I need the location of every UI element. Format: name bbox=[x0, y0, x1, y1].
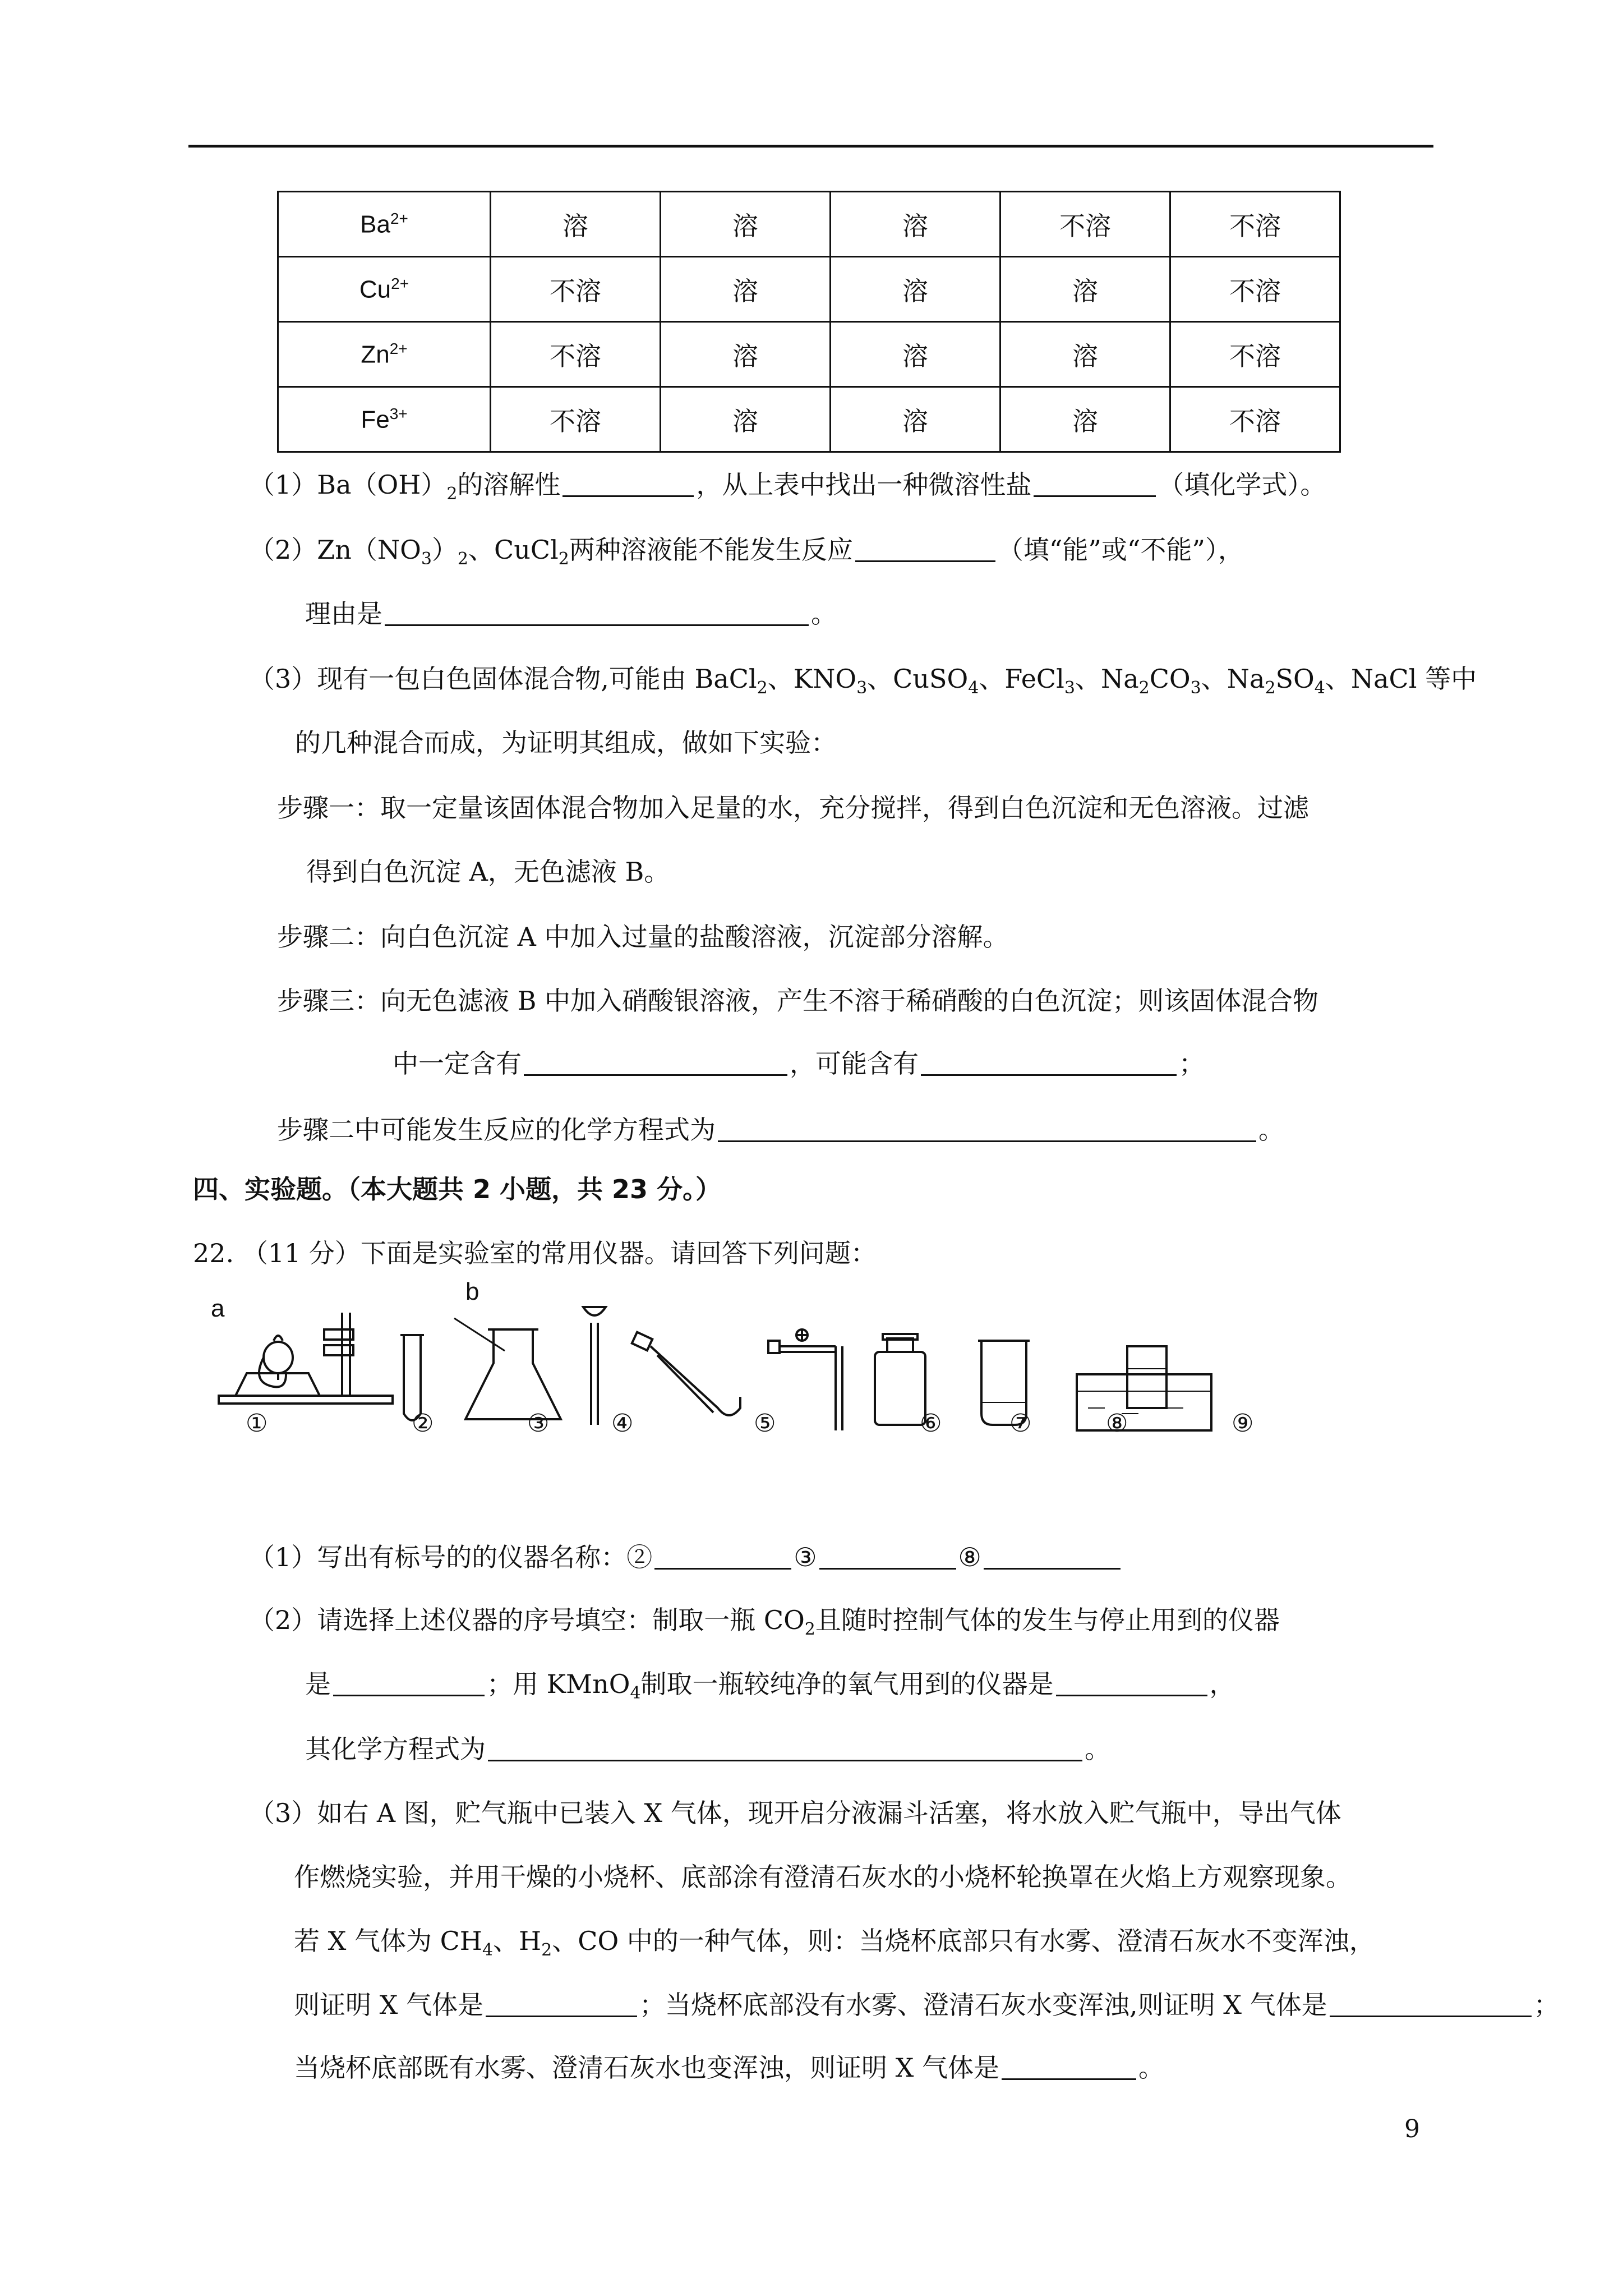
solubility-cell: 不溶 bbox=[491, 387, 661, 452]
answer-blank[interactable] bbox=[486, 1990, 637, 2017]
text: ） bbox=[431, 535, 458, 565]
solubility-cell: 不溶 bbox=[1170, 257, 1340, 322]
q22-part2 bbox=[249, 1603, 1280, 1646]
text: 、NaCl 等中 bbox=[1325, 664, 1477, 694]
solubility-cell: 溶 bbox=[1000, 387, 1170, 452]
text: ； bbox=[1533, 1990, 1560, 2020]
step1-line2: 得到白色沉淀 A，无色滤液 B。 bbox=[306, 857, 670, 887]
ion-symbol: Ba bbox=[360, 210, 390, 238]
text: 、Na bbox=[1201, 664, 1265, 694]
subscript: 2 bbox=[558, 549, 569, 569]
q22-part3-line2: 作燃烧实验，并用干燥的小烧杯、底部涂有澄清石灰水的小烧杯轮换罩在火焰上方观察现象。 bbox=[294, 1862, 1352, 1892]
text: （填“能”或“不能”）， bbox=[997, 535, 1244, 565]
text: ，从上表中找出一种微溶性盐 bbox=[696, 470, 1032, 500]
apparatus-number-7: ⑦ bbox=[1009, 1409, 1032, 1438]
q21-part2-reason bbox=[305, 597, 837, 631]
step2-equation bbox=[277, 1113, 1284, 1147]
ion-cell bbox=[278, 387, 491, 452]
ion-charge: 2+ bbox=[390, 209, 408, 227]
answer-blank[interactable] bbox=[921, 1048, 1177, 1076]
solubility-cell: 溶 bbox=[831, 257, 1000, 322]
q22-part3-line3 bbox=[294, 1924, 1375, 1967]
text: 理由是 bbox=[305, 599, 382, 629]
answer-blank[interactable] bbox=[984, 1542, 1121, 1570]
apparatus-number-9: ⑨ bbox=[1232, 1409, 1254, 1438]
test-tube bbox=[404, 1335, 421, 1420]
text: 、CuSO bbox=[867, 664, 969, 694]
section-heading: 四、实验题。（本大题共 2 小题，共 23 分。） bbox=[193, 1174, 722, 1204]
label-a: a bbox=[211, 1295, 225, 1322]
answer-blank[interactable] bbox=[718, 1115, 1256, 1142]
text: ； bbox=[1179, 1048, 1205, 1079]
ion-charge: 2+ bbox=[391, 274, 409, 292]
text: 两种溶液能不能发生反应 bbox=[569, 535, 853, 565]
solubility-cell: 不溶 bbox=[491, 322, 661, 387]
text: ；用 KMnO bbox=[487, 1669, 630, 1699]
solubility-cell: 溶 bbox=[661, 322, 831, 387]
subscript: 2 bbox=[541, 1940, 552, 1961]
solubility-table bbox=[277, 191, 1341, 453]
ion-charge: 3+ bbox=[389, 404, 408, 422]
q22-part2-line3 bbox=[305, 1732, 1110, 1766]
text: SO bbox=[1275, 664, 1315, 694]
answer-blank[interactable] bbox=[562, 470, 694, 497]
ion-symbol: Zn bbox=[361, 341, 390, 369]
text: ⑧ bbox=[958, 1542, 981, 1572]
q22-part3-line4 bbox=[294, 1988, 1560, 2022]
answer-blank[interactable] bbox=[1034, 470, 1156, 497]
q21-part2 bbox=[249, 533, 1244, 576]
conical-flask bbox=[465, 1329, 561, 1419]
solubility-cell: 溶 bbox=[661, 257, 831, 322]
water-trough bbox=[1077, 1346, 1211, 1430]
step3-line1: 步骤三：向无色滤液 B 中加入硝酸银溶液，产生不溶于稀硝酸的白色沉淀；则该固体混合物 bbox=[277, 986, 1319, 1016]
text: 、FeCl bbox=[979, 664, 1064, 694]
label-b: b bbox=[465, 1278, 479, 1305]
text: 。 bbox=[1138, 2053, 1164, 2083]
ion-symbol: Fe bbox=[361, 406, 390, 434]
text: 、H bbox=[493, 1926, 542, 1956]
subscript: 4 bbox=[1314, 678, 1325, 698]
answer-blank[interactable] bbox=[819, 1542, 956, 1570]
solubility-cell: 不溶 bbox=[1170, 387, 1340, 452]
text: 中一定含有 bbox=[393, 1048, 522, 1079]
solubility-cell: 不溶 bbox=[1000, 192, 1170, 257]
table-row bbox=[278, 192, 1340, 257]
subscript: 2 bbox=[1138, 678, 1150, 698]
text: 、KNO bbox=[767, 664, 857, 694]
answer-blank[interactable] bbox=[385, 599, 809, 626]
text: 、Na bbox=[1075, 664, 1139, 694]
subscript: 3 bbox=[421, 549, 432, 569]
subscript: 2 bbox=[757, 678, 768, 698]
text: 且随时控制气体的发生与停止用到的仪器 bbox=[815, 1605, 1280, 1635]
solubility-cell: 溶 bbox=[831, 322, 1000, 387]
text: 、CO 中的一种气体，则：当烧杯底部只有水雾、澄清石灰水不变浑浊， bbox=[552, 1926, 1375, 1956]
apparatus-number-3: ③ bbox=[527, 1409, 550, 1438]
text: 是 bbox=[305, 1669, 331, 1699]
step1-line1: 步骤一：取一定量该固体混合物加入足量的水，充分搅拌，得到白色沉淀和无色溶液。过滤 bbox=[277, 793, 1309, 823]
subscript: 3 bbox=[1064, 678, 1075, 698]
solubility-cell: 溶 bbox=[1000, 322, 1170, 387]
solubility-cell: 溶 bbox=[831, 192, 1000, 257]
text: 若 X 气体为 CH bbox=[294, 1926, 482, 1956]
answer-blank[interactable] bbox=[488, 1734, 1082, 1761]
apparatus-figure bbox=[202, 1301, 1301, 1447]
solubility-cell: 不溶 bbox=[1170, 322, 1340, 387]
ion-cell bbox=[278, 322, 491, 387]
text: 则证明 X 气体是 bbox=[294, 1990, 483, 2020]
apparatus-number-5: ⑤ bbox=[754, 1409, 776, 1438]
text: CO bbox=[1149, 664, 1191, 694]
text: 制取一瓶较纯净的氧气用到的仪器是 bbox=[640, 1669, 1054, 1699]
text: 步骤二中可能发生反应的化学方程式为 bbox=[277, 1115, 716, 1145]
answer-blank[interactable] bbox=[1056, 1669, 1207, 1696]
solubility-cell: 溶 bbox=[661, 387, 831, 452]
table-row bbox=[278, 322, 1340, 387]
subscript: 4 bbox=[968, 678, 979, 698]
solubility-cell: 溶 bbox=[831, 387, 1000, 452]
apparatus-number-1: ① bbox=[246, 1409, 268, 1438]
delivery-tube bbox=[632, 1332, 740, 1415]
text: 当烧杯底部既有水雾、澄清石灰水也变浑浊，则证明 X 气体是 bbox=[294, 2053, 999, 2083]
text: 。 bbox=[1258, 1115, 1284, 1145]
q21-part1 bbox=[249, 468, 1326, 511]
text: 的溶解性 bbox=[457, 470, 561, 500]
page-number: 9 bbox=[1404, 2115, 1420, 2143]
text: 。 bbox=[811, 599, 837, 629]
ion-cell bbox=[278, 257, 491, 322]
step2: 步骤二：向白色沉淀 A 中加入过量的盐酸溶液，沉淀部分溶解。 bbox=[277, 922, 1009, 952]
apparatus-number-6: ⑥ bbox=[920, 1409, 942, 1438]
apparatus-number-8: ⑧ bbox=[1106, 1409, 1128, 1438]
answer-blank[interactable] bbox=[855, 535, 995, 562]
text: 、CuCl bbox=[468, 535, 559, 565]
text: ， bbox=[1209, 1669, 1235, 1699]
subscript: 3 bbox=[1190, 678, 1201, 698]
ion-symbol: Cu bbox=[359, 275, 391, 303]
solubility-cell: 不溶 bbox=[1170, 192, 1340, 257]
long-neck-funnel bbox=[583, 1307, 606, 1425]
solubility-cell: 溶 bbox=[661, 192, 831, 257]
iron-stand-with-alcohol-lamp bbox=[219, 1313, 393, 1404]
separatory-funnel bbox=[768, 1329, 842, 1430]
q22-part3-line5 bbox=[294, 2051, 1164, 2085]
header-rule bbox=[188, 145, 1433, 148]
table-row bbox=[278, 387, 1340, 452]
q22-part3-line1: （3）如右 A 图，贮气瓶中已装入 X 气体，现开启分液漏斗活塞，将水放入贮气瓶中，导出气体 bbox=[249, 1798, 1341, 1828]
subscript: 3 bbox=[856, 678, 868, 698]
answer-blank[interactable] bbox=[524, 1048, 787, 1076]
q22-part1 bbox=[249, 1540, 1123, 1574]
solubility-cell: 溶 bbox=[1000, 257, 1170, 322]
text: ，可能含有 bbox=[790, 1048, 919, 1079]
answer-blank[interactable] bbox=[1330, 1990, 1532, 2017]
text: （2）Zn（NO bbox=[249, 535, 421, 565]
subscript: 2 bbox=[457, 549, 469, 569]
ion-cell bbox=[278, 192, 491, 257]
answer-blank[interactable] bbox=[333, 1669, 485, 1696]
ion-charge: 2+ bbox=[389, 339, 408, 357]
solubility-cell: 不溶 bbox=[491, 257, 661, 322]
subscript: 4 bbox=[630, 1683, 641, 1704]
answer-blank[interactable] bbox=[1002, 2053, 1136, 2080]
subscript: 2 bbox=[446, 484, 458, 504]
q21-part3 bbox=[249, 662, 1477, 705]
text: （1）Ba（OH） bbox=[249, 470, 447, 500]
q22-part2-line2 bbox=[305, 1667, 1235, 1710]
apparatus-number-2: ② bbox=[412, 1409, 434, 1438]
text: 其化学方程式为 bbox=[305, 1734, 486, 1764]
apparatus-number-4: ④ bbox=[611, 1409, 634, 1438]
text: （2）请选择上述仪器的序号填空：制取一瓶 CO bbox=[249, 1605, 805, 1635]
table-row bbox=[278, 257, 1340, 322]
answer-blank[interactable] bbox=[654, 1542, 791, 1570]
text: ③ bbox=[794, 1542, 817, 1572]
text: （1）写出有标号的的仪器名称：② bbox=[249, 1542, 653, 1572]
q22-title: 22. （11 分）下面是实验室的常用仪器。请回答下列问题： bbox=[193, 1238, 877, 1268]
subscript: 4 bbox=[482, 1940, 494, 1961]
text: ；当烧杯底部没有水雾、澄清石灰水变浑浊,则证明 X 气体是 bbox=[639, 1990, 1327, 2020]
text: 。 bbox=[1085, 1734, 1110, 1764]
step3-line2 bbox=[393, 1047, 1205, 1080]
subscript: 2 bbox=[1265, 678, 1276, 698]
q21-part3-line2: 的几种混合而成，为证明其组成，做如下实验： bbox=[295, 728, 837, 758]
solubility-cell: 溶 bbox=[491, 192, 661, 257]
reagent-bottle-large bbox=[875, 1334, 925, 1425]
text: （3）现有一包白色固体混合物,可能由 BaCl bbox=[249, 664, 757, 694]
text: （填化学式）。 bbox=[1158, 470, 1326, 500]
subscript: 2 bbox=[804, 1619, 815, 1640]
